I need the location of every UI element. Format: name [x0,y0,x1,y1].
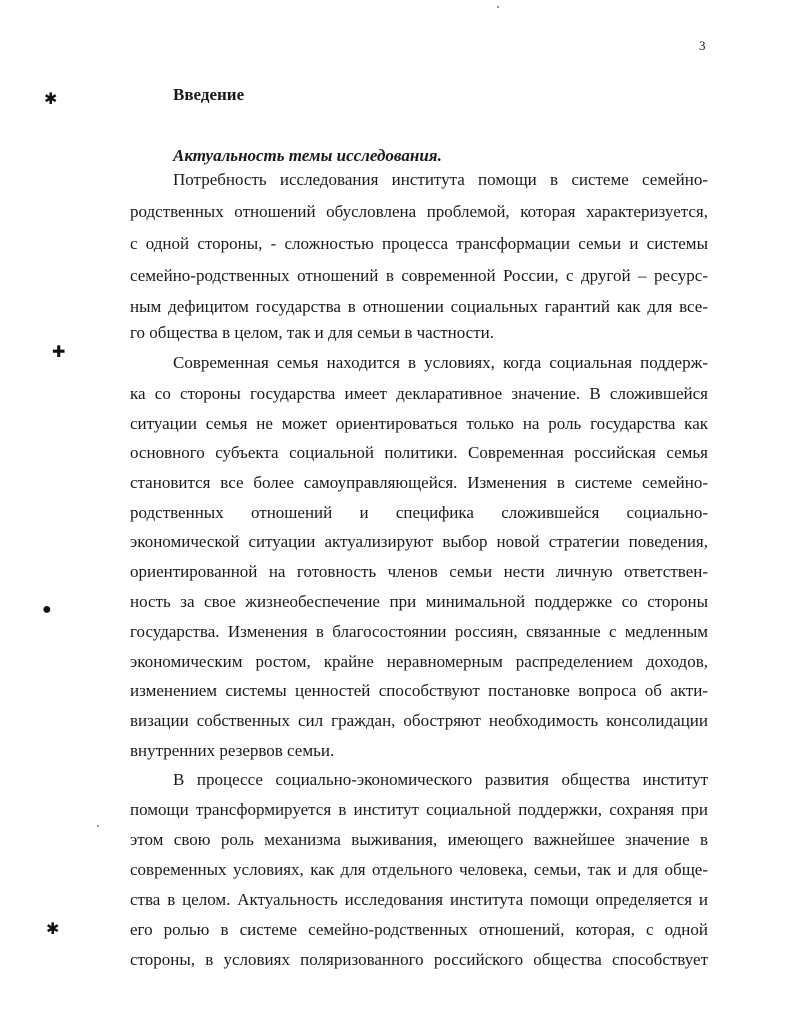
binding-hole-mark: ✱ [44,91,58,108]
text-line: экономической ситуации актуализируют выбор новой стратегии поведения, [130,532,708,551]
binding-hole-mark: ✱ [46,921,60,938]
text-line: ситуации семья не может ориентироваться только на роль государства как [130,414,708,433]
binding-hole-mark: ✚ [52,344,66,361]
text-line: ориентированной на готовность членов семьи нести личную ответствен- [130,562,708,581]
text-line: основного субъекта социальной политики. Современная российская семья [130,443,708,462]
text-line: В процессе социально-экономического развития общества институт [173,770,708,789]
page-number: 3 [699,38,706,53]
text-line: этом свою роль механизма выживания, имеющего важнейшее значение в [130,830,708,849]
text-line: Потребность исследования института помощи в системе семейно- [173,170,708,189]
text-line: его ролью в системе семейно-родственных отношений, которая, с одной [130,920,708,939]
text-line: внутренних резервов семьи. [130,741,335,760]
text-line: государства. Изменения в благосостоянии россиян, связанные с медленным [130,622,708,641]
text-line: современных условиях, как для отдельного человека, семьи, так и для обще- [130,860,708,879]
section-subheading: Актуальность темы исследования. [173,146,442,165]
scan-speck [97,825,99,827]
text-line: помощи трансформируется в институт социальной поддержки, сохраняя при [130,800,708,819]
scan-speck [497,6,499,8]
text-line: с одной стороны, - сложностью процесса трансформации семьи и системы [130,234,708,253]
text-line: ка со стороны государства имеет декларативное значение. В сложившейся [130,384,708,403]
text-line: стороны, в условиях поляризованного российского общества способствует [130,950,708,969]
text-line: ность за свое жизнеобеспечение при минимальной поддержке со стороны [130,592,708,611]
text-line: изменением системы ценностей способствуют постановке вопроса об акти- [130,681,708,700]
text-line: визации собственных сил граждан, обостряют необходимость консолидации [130,711,708,730]
binding-hole-mark: ● [42,601,52,618]
text-line: родственных отношений обусловлена проблемой, которая характеризуется, [130,202,708,221]
section-heading: Введение [173,85,245,104]
text-line: го общества в целом, так и для семьи в частности. [130,323,495,342]
text-line: семейно-родственных отношений в современной России, с другой – ресурс- [130,266,708,285]
text-line: Современная семья находится в условиях, когда социальная поддерж- [173,353,708,372]
text-line: экономическим ростом, крайне неравномерным распределением доходов, [130,652,708,671]
text-line: родственных отношений и специфика сложившейся социально- [130,503,708,522]
text-line: ства в целом. Актуальность исследования института помощи определяется и [130,890,708,909]
text-line: ным дефицитом государства в отношении социальных гарантий как для все- [130,297,708,316]
text-line: становится все более самоуправляющейся. Изменения в системе семейно- [130,473,708,492]
